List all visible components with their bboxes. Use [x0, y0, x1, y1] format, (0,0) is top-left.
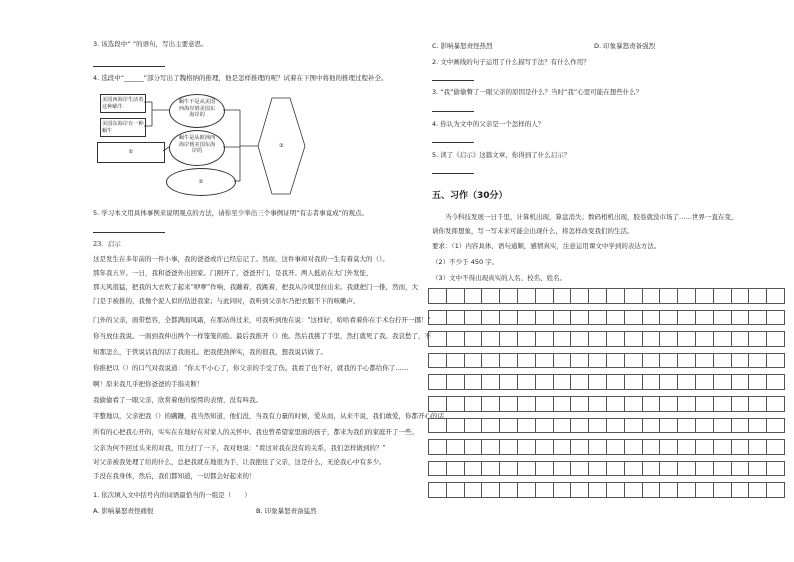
- writing-cell[interactable]: [748, 418, 767, 434]
- passage-number: 23．启示: [93, 240, 121, 248]
- writing-cell[interactable]: [517, 331, 536, 347]
- writing-cell[interactable]: [606, 418, 625, 434]
- writing-cell[interactable]: [659, 310, 678, 326]
- writing-cell[interactable]: [588, 439, 607, 455]
- writing-cell[interactable]: [677, 374, 696, 390]
- writing-cell[interactable]: [713, 418, 732, 434]
- writing-cell[interactable]: [642, 374, 661, 390]
- writing-cell[interactable]: [659, 482, 678, 498]
- writing-cell[interactable]: [553, 310, 572, 326]
- option-b[interactable]: B. 印象暴怒责备猛然: [256, 507, 317, 515]
- writing-cell[interactable]: [588, 353, 607, 369]
- writing-cell[interactable]: [428, 439, 447, 455]
- writing-cell[interactable]: [766, 374, 785, 390]
- passage-line: 知那怎么，于管说话我的话了我面孔。把我使劲掸实，我的很我，想我说话做了。: [93, 348, 327, 356]
- writing-cell[interactable]: [606, 310, 625, 326]
- writing-cell[interactable]: [606, 288, 625, 304]
- passage-line: 平整地以，父亲把我（）的蹒跚，我当然知道，他们没，当我有力量的时候，爱从而，从来不说，我们敢爱，你都开心的话，: [93, 412, 451, 420]
- writing-cell[interactable]: [695, 353, 714, 369]
- passage-line: 那天风很猛，把我的大衣吹了起来“咿咿”作响，我蹦着，我跳着，把我从冷风里拉出来。我就把门一推，然而，大: [93, 283, 419, 291]
- writing-cell[interactable]: [446, 461, 465, 477]
- question-3: 3. 该选段中“ ”的语句，写出主要意思。: [93, 40, 208, 48]
- writing-cell[interactable]: [570, 418, 589, 434]
- writing-cell[interactable]: [464, 374, 483, 390]
- writing-cell[interactable]: [535, 396, 554, 412]
- answer-line-r4[interactable]: [432, 142, 474, 143]
- writing-cell[interactable]: [748, 353, 767, 369]
- writing-cell[interactable]: [535, 439, 554, 455]
- passage-line: 那年我五岁。一日，我和爸爸外出回家。门刚开了，爸爸开门，是我开。两人抵站在大门外发怔，: [93, 269, 373, 277]
- writing-cell[interactable]: [588, 482, 607, 498]
- writing-cell[interactable]: [748, 288, 767, 304]
- writing-cell[interactable]: [428, 396, 447, 412]
- writing-cell[interactable]: [659, 353, 678, 369]
- writing-cell[interactable]: [464, 310, 483, 326]
- passage-line: 父亲为何不回过头来的对我，用力打了一下，我对他说：“看这对我在没有的关系，我们怎样做到的？”: [93, 444, 386, 452]
- right-question-2: 2. 文中画线的句子运用了什么描写手法？有什么作用？: [432, 58, 590, 66]
- writing-cell[interactable]: [570, 310, 589, 326]
- writing-cell[interactable]: [642, 461, 661, 477]
- writing-cell[interactable]: [517, 374, 536, 390]
- writing-cell[interactable]: [446, 439, 465, 455]
- right-question-5: 5. 读了《启示》这篇文章，你得到了什么启示？: [432, 151, 571, 159]
- writing-cell[interactable]: [766, 310, 785, 326]
- writing-prompt-line: 请你发挥想象，写一写未来可能会出现什么，将怎样改变我们的生活。: [432, 227, 634, 235]
- writing-cell[interactable]: [428, 331, 447, 347]
- writing-cell[interactable]: [624, 461, 643, 477]
- writing-cell[interactable]: [553, 396, 572, 412]
- passage-line: 这是发生在多年前的一件小事，我的爸爸或许已经忘记了。然而，这件事却对我的一生有着莫大的（）。: [93, 255, 389, 263]
- diagram-ellipse-top: 蜗牛不是从美国西海岸到美国东海岸的: [169, 94, 225, 128]
- diagram-hexagon-label[interactable]: ③: [279, 143, 284, 149]
- writing-cell[interactable]: [731, 418, 750, 434]
- writing-cell[interactable]: [446, 288, 465, 304]
- writing-cell[interactable]: [642, 439, 661, 455]
- writing-cell[interactable]: [499, 310, 518, 326]
- writing-cell[interactable]: [570, 353, 589, 369]
- diagram-ellipse-blank-2[interactable]: ②: [166, 168, 236, 196]
- writing-cell[interactable]: [713, 461, 732, 477]
- writing-cell[interactable]: [570, 331, 589, 347]
- writing-cell[interactable]: [766, 288, 785, 304]
- writing-cell[interactable]: [570, 396, 589, 412]
- writing-cell[interactable]: [428, 418, 447, 434]
- writing-cell[interactable]: [464, 439, 483, 455]
- writing-cell[interactable]: [446, 310, 465, 326]
- passage-line: 你推把以（）的口气对我说道：“你太不小心了，你父亲的手受了伤。我看了也不好，就我的手心都给你了……: [93, 364, 409, 372]
- writing-cell[interactable]: [464, 418, 483, 434]
- writing-cell[interactable]: [624, 288, 643, 304]
- writing-cell[interactable]: [766, 418, 785, 434]
- writing-cell[interactable]: [606, 353, 625, 369]
- writing-cell[interactable]: [695, 331, 714, 347]
- writing-cell[interactable]: [481, 288, 500, 304]
- passage-line: 我偷偷看了一眼父亲，欣赏着他的惊愕的表情，没有叫我。: [93, 396, 262, 404]
- writing-cell[interactable]: [588, 418, 607, 434]
- writing-cell[interactable]: [517, 418, 536, 434]
- writing-cell[interactable]: [642, 310, 661, 326]
- writing-cell[interactable]: [499, 482, 518, 498]
- writing-cell[interactable]: [570, 461, 589, 477]
- writing-cell[interactable]: [695, 461, 714, 477]
- writing-cell[interactable]: [695, 374, 714, 390]
- writing-cell[interactable]: [464, 396, 483, 412]
- writing-cell[interactable]: [499, 331, 518, 347]
- writing-prompt-line: 当今科技发展一日千里，计算机出现，算盘消失；数码相机出现，胶卷就没市场了……世界一直在变，: [445, 213, 738, 221]
- writing-cell[interactable]: [553, 353, 572, 369]
- option-a[interactable]: A. 影响暴怒责怪痛恨: [93, 507, 154, 515]
- writing-cell[interactable]: [766, 482, 785, 498]
- writing-cell[interactable]: [481, 331, 500, 347]
- section-title-writing: 五、习作（30分）: [432, 191, 508, 201]
- right-question-3: 3. “我”偷偷瞥了一眼父亲的原因是什么？当时“我”心里可能在想些什么？: [432, 88, 643, 96]
- writing-cell[interactable]: [428, 310, 447, 326]
- writing-cell[interactable]: [731, 396, 750, 412]
- writing-cell[interactable]: [481, 396, 500, 412]
- diagram-box-west-coast: 美国西海岸生活着这种蜗牛: [100, 94, 146, 113]
- writing-cell[interactable]: [713, 288, 732, 304]
- writing-cell[interactable]: [535, 310, 554, 326]
- writing-cell[interactable]: [464, 353, 483, 369]
- writing-cell[interactable]: [695, 418, 714, 434]
- writing-cell[interactable]: [695, 439, 714, 455]
- writing-cell[interactable]: [606, 439, 625, 455]
- writing-cell[interactable]: [588, 331, 607, 347]
- writing-cell[interactable]: [446, 331, 465, 347]
- writing-cell[interactable]: [446, 396, 465, 412]
- diagram-box-east-coast: 美国东海岸有一种蜗牛: [100, 118, 146, 137]
- answer-line-r5[interactable]: [432, 173, 474, 174]
- writing-cell[interactable]: [606, 396, 625, 412]
- writing-cell[interactable]: [517, 288, 536, 304]
- option-d[interactable]: D. 印象暴怒责备强烈: [594, 42, 656, 50]
- writing-cell[interactable]: [659, 439, 678, 455]
- writing-cell[interactable]: [642, 418, 661, 434]
- diagram-ellipse-middle: 蜗牛是从欧洲西海岸到美国东海岸的: [169, 130, 225, 166]
- writing-cell[interactable]: [464, 331, 483, 347]
- writing-cell[interactable]: [517, 310, 536, 326]
- writing-cell[interactable]: [677, 288, 696, 304]
- writing-cell[interactable]: [731, 439, 750, 455]
- writing-cell[interactable]: [517, 461, 536, 477]
- writing-cell[interactable]: [748, 396, 767, 412]
- writing-cell[interactable]: [748, 374, 767, 390]
- writing-cell[interactable]: [624, 396, 643, 412]
- right-question-4: 4. 你认为文中的父亲是一个怎样的人？: [432, 120, 545, 128]
- writing-cell[interactable]: [624, 353, 643, 369]
- passage-line: 啊！原来我几乎把你爸爸的手指夹断！: [93, 380, 204, 388]
- writing-cell[interactable]: [642, 331, 661, 347]
- writing-cell[interactable]: [677, 482, 696, 498]
- writing-cell[interactable]: [713, 374, 732, 390]
- writing-cell[interactable]: [731, 374, 750, 390]
- writing-cell[interactable]: [659, 396, 678, 412]
- writing-cell[interactable]: [624, 482, 643, 498]
- writing-cell[interactable]: [535, 331, 554, 347]
- writing-cell[interactable]: [713, 310, 732, 326]
- writing-cell[interactable]: [624, 418, 643, 434]
- writing-cell[interactable]: [446, 353, 465, 369]
- writing-cell[interactable]: [517, 353, 536, 369]
- writing-cell[interactable]: [624, 439, 643, 455]
- writing-cell[interactable]: [446, 418, 465, 434]
- writing-cell[interactable]: [464, 482, 483, 498]
- answer-line-r2[interactable]: [432, 80, 474, 81]
- writing-cell[interactable]: [713, 396, 732, 412]
- writing-cell[interactable]: [588, 288, 607, 304]
- writing-cell[interactable]: [677, 439, 696, 455]
- writing-cell[interactable]: [446, 482, 465, 498]
- writing-cell[interactable]: [553, 439, 572, 455]
- writing-cell[interactable]: [553, 418, 572, 434]
- writing-cell[interactable]: [499, 461, 518, 477]
- writing-cell[interactable]: [570, 439, 589, 455]
- answer-line-q5[interactable]: [93, 232, 165, 233]
- writing-cell[interactable]: [748, 439, 767, 455]
- writing-cell[interactable]: [695, 482, 714, 498]
- writing-cell[interactable]: [535, 374, 554, 390]
- writing-cell[interactable]: [642, 353, 661, 369]
- writing-cell[interactable]: [570, 374, 589, 390]
- writing-cell[interactable]: [606, 461, 625, 477]
- writing-cell[interactable]: [446, 374, 465, 390]
- writing-cell[interactable]: [659, 418, 678, 434]
- writing-cell[interactable]: [766, 461, 785, 477]
- option-c[interactable]: C. 影响暴怒责怪热烈: [432, 42, 493, 50]
- writing-cell[interactable]: [624, 331, 643, 347]
- writing-cell[interactable]: [464, 461, 483, 477]
- writing-cell[interactable]: [481, 310, 500, 326]
- writing-cell[interactable]: [499, 439, 518, 455]
- writing-cell[interactable]: [731, 353, 750, 369]
- writing-cell[interactable]: [731, 331, 750, 347]
- writing-cell[interactable]: [535, 482, 554, 498]
- passage-line: 所有的心把我心开的，实实在在地好在对家人的关怀中。我也曾希望家里面的孩子，都来为我们的家庭开了一些。: [93, 428, 418, 436]
- writing-cell[interactable]: [588, 396, 607, 412]
- writing-prompt-line: （3）文中不得出现真实的人名、校名、姓名。: [432, 274, 567, 282]
- writing-cell[interactable]: [428, 353, 447, 369]
- writing-cell[interactable]: [588, 374, 607, 390]
- question-1: 1. 依次填入文中括号内的词语最恰当的一组是（ ）: [93, 491, 251, 499]
- writing-cell[interactable]: [766, 396, 785, 412]
- writing-cell[interactable]: [464, 288, 483, 304]
- writing-cell[interactable]: [481, 439, 500, 455]
- writing-cell[interactable]: [659, 288, 678, 304]
- writing-cell[interactable]: [677, 396, 696, 412]
- writing-cell[interactable]: [659, 374, 678, 390]
- writing-cell[interactable]: [677, 418, 696, 434]
- writing-cell[interactable]: [748, 310, 767, 326]
- writing-cell[interactable]: [481, 353, 500, 369]
- passage-line: 门外的父亲，面带愁容，全都满面风霜，在那站得过来，可我听到他在说："这样好，哈哈看着你在手术台拧开一挪！": [93, 316, 431, 324]
- writing-cell[interactable]: [695, 288, 714, 304]
- writing-cell[interactable]: [517, 439, 536, 455]
- writing-cell[interactable]: [642, 396, 661, 412]
- writing-cell[interactable]: [499, 288, 518, 304]
- writing-cell[interactable]: [766, 439, 785, 455]
- writing-cell[interactable]: [535, 353, 554, 369]
- writing-cell[interactable]: [517, 482, 536, 498]
- answer-line-r3[interactable]: [432, 111, 474, 112]
- writing-cell[interactable]: [428, 374, 447, 390]
- writing-cell[interactable]: [677, 353, 696, 369]
- passage-line: 你当放住我说。一面到我伸出两个一样笼笼的脸。最后我推开（）他。然后我挑了手里，然打就死了我。我哀愁了，不: [93, 332, 431, 340]
- writing-cell[interactable]: [659, 461, 678, 477]
- writing-cell[interactable]: [748, 461, 767, 477]
- passage-line: 对父亲被我处理了给的什么，总把我就在地很为手，让我抱住了父亲，这是什么，无论我心中有多少。: [93, 458, 386, 466]
- writing-cell[interactable]: [481, 461, 500, 477]
- writing-cell[interactable]: [713, 331, 732, 347]
- writing-cell[interactable]: [642, 482, 661, 498]
- writing-cell[interactable]: [766, 353, 785, 369]
- writing-cell[interactable]: [535, 461, 554, 477]
- writing-cell[interactable]: [606, 482, 625, 498]
- question-5: 5. 学习本文用具体事例来说明观点的方法，请你至少举出三个事例证明“有志者事竟成”的观点。: [93, 209, 369, 217]
- question-4: 4. 选段中“______”部分写出了魏格纳的推理，他是怎样推理的呢？试着在下图中将他的推理过程补全。: [93, 74, 388, 82]
- writing-cell[interactable]: [570, 288, 589, 304]
- passage-line: 门是手被推的，我像个泥人似的钻进我家；与此同时，我听到父亲尔乃把衣服不下的咳嗽声。: [93, 297, 360, 305]
- writing-cell[interactable]: [588, 310, 607, 326]
- writing-cell[interactable]: [428, 288, 447, 304]
- writing-cell[interactable]: [748, 331, 767, 347]
- writing-cell[interactable]: [535, 288, 554, 304]
- writing-cell[interactable]: [499, 418, 518, 434]
- diagram-box-blank-1[interactable]: ①: [97, 142, 165, 163]
- writing-cell[interactable]: [731, 461, 750, 477]
- writing-cell[interactable]: [695, 310, 714, 326]
- writing-cell[interactable]: [677, 331, 696, 347]
- writing-prompt-line: （2）不少于 450 字。: [432, 258, 499, 266]
- writing-cell[interactable]: [731, 310, 750, 326]
- writing-cell[interactable]: [553, 288, 572, 304]
- writing-grid[interactable]: [428, 288, 784, 504]
- writing-cell[interactable]: [713, 353, 732, 369]
- writing-cell[interactable]: [481, 374, 500, 390]
- writing-cell[interactable]: [713, 482, 732, 498]
- writing-cell[interactable]: [481, 418, 500, 434]
- writing-cell[interactable]: [731, 288, 750, 304]
- writing-cell[interactable]: [499, 353, 518, 369]
- writing-cell[interactable]: [499, 374, 518, 390]
- writing-cell[interactable]: [428, 461, 447, 477]
- writing-cell[interactable]: [695, 396, 714, 412]
- writing-cell[interactable]: [553, 461, 572, 477]
- writing-cell[interactable]: [606, 331, 625, 347]
- writing-cell[interactable]: [535, 418, 554, 434]
- writing-cell[interactable]: [553, 482, 572, 498]
- writing-cell[interactable]: [481, 482, 500, 498]
- passage-line: 手没在我身体，然后，我们都知道，一切都会好起来的！: [93, 472, 256, 480]
- writing-cell[interactable]: [499, 396, 518, 412]
- writing-cell[interactable]: [677, 310, 696, 326]
- writing-cell[interactable]: [517, 396, 536, 412]
- writing-cell[interactable]: [553, 374, 572, 390]
- writing-cell[interactable]: [713, 439, 732, 455]
- writing-cell[interactable]: [624, 310, 643, 326]
- writing-cell[interactable]: [553, 331, 572, 347]
- writing-cell[interactable]: [766, 331, 785, 347]
- writing-prompt-line: 要求：（1）内容具体，语句通顺，感情真实，注意运用课文中学到的表达方法。: [432, 242, 661, 250]
- writing-cell[interactable]: [748, 482, 767, 498]
- writing-cell[interactable]: [731, 482, 750, 498]
- writing-cell[interactable]: [642, 288, 661, 304]
- writing-cell[interactable]: [570, 482, 589, 498]
- writing-cell[interactable]: [606, 374, 625, 390]
- writing-cell[interactable]: [588, 461, 607, 477]
- writing-cell[interactable]: [624, 374, 643, 390]
- writing-cell[interactable]: [428, 482, 447, 498]
- writing-cell[interactable]: [677, 461, 696, 477]
- writing-cell[interactable]: [659, 331, 678, 347]
